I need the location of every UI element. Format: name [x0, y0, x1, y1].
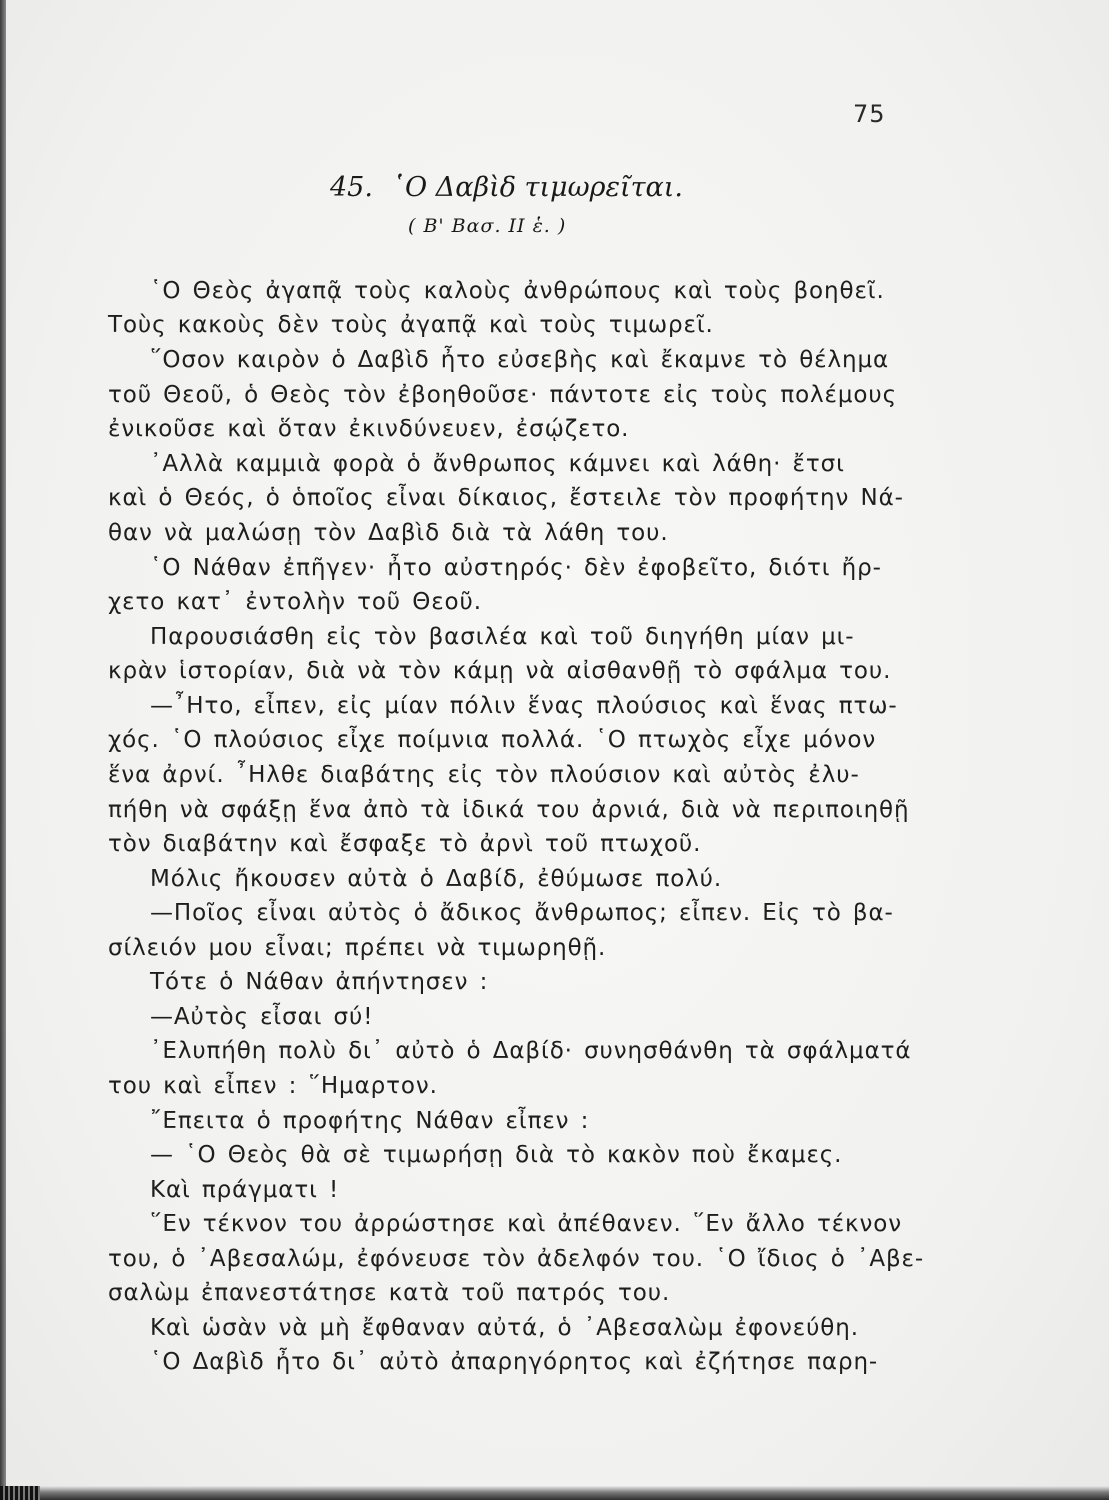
- text-line: κρὰν ἱστορίαν, διὰ νὰ τὸν κάμῃ νὰ αἰσθανθῇ τὸ σφάλμα του.: [108, 658, 892, 684]
- text-line: —Αὐτὸς εἶσαι σύ!: [150, 1004, 374, 1030]
- text-line: Καὶ πράγματι !: [150, 1177, 340, 1203]
- text-line: πήθη νὰ σφάξῃ ἕνα ἀπὸ τὰ ἰδικά του ἀρνιά, διὰ νὰ περιποιηθῇ: [108, 797, 910, 823]
- text-line: χετο κατ᾿ ἐντολὴν τοῦ Θεοῦ.: [108, 589, 482, 615]
- text-line: ῞Εν τέκνον του ἀρρώστησε καὶ ἀπέθανεν. ῞Εν ἄλλο τέκνον: [150, 1211, 902, 1237]
- text-line: σίλειόν μου εἶναι; πρέπει νὰ τιμωρηθῇ.: [108, 935, 607, 961]
- text-line: ῾Ο Θεὸς ἀγαπᾷ τοὺς καλοὺς ἀνθρώπους καὶ τοὺς βοηθεῖ.: [150, 278, 885, 304]
- text-line: —Ποῖος εἶναι αὐτὸς ὁ ἄδικος ἄνθρωπος; εἶπεν. Εἰς τὸ βα-: [150, 900, 894, 926]
- text-line: Τότε ὁ Νάθαν ἀπήντησεν :: [150, 969, 489, 995]
- text-line: του, ὁ ᾿Αβεσαλώμ, ἐφόνευσε τὸν ἀδελφόν του. ῾Ο ἴδιος ὁ ᾿Αβε-: [108, 1246, 925, 1272]
- text-line: καὶ ὁ Θεός, ὁ ὁποῖος εἶναι δίκαιος, ἔστειλε τὸν προφήτην Νά-: [108, 485, 904, 511]
- text-line: ἐνικοῦσε καὶ ὅταν ἐκινδύνευεν, ἐσῴζετο.: [108, 416, 630, 442]
- scripture-reference: ( Β' Βασ. ΙΙ ἑ. ): [408, 215, 567, 237]
- text-line: ῞Οσον καιρὸν ὁ Δαβὶδ ἦτο εὐσεβὴς καὶ ἔκαμνε τὸ θέλημα: [150, 347, 890, 373]
- text-line: Παρουσιάσθη εἰς τὸν βασιλέα καὶ τοῦ διηγήθη μίαν μι-: [150, 624, 855, 650]
- text-line: ῎Επειτα ὁ προφήτης Νάθαν εἶπεν :: [150, 1108, 590, 1134]
- text-line: ᾿Αλλὰ καμμιὰ φορὰ ὁ ἄνθρωπος κάμνει καὶ λάθη· ἔτσι: [150, 451, 845, 477]
- text-line: — ῾Ο Θεὸς θὰ σὲ τιμωρήσῃ διὰ τὸ κακὸν ποὺ ἔκαμες.: [150, 1142, 843, 1168]
- text-line: ῾Ο Δαβὶδ ἦτο δι᾿ αὐτὸ ἀπαρηγόρητος καὶ ἐζήτησε παρη-: [150, 1349, 879, 1375]
- text-line: Μόλις ἤκουσεν αὐτὰ ὁ Δαβίδ, ἐθύμωσε πολύ.: [150, 866, 723, 892]
- chapter-heading: [330, 172, 683, 203]
- text-line: του καὶ εἶπεν : ῞Ημαρτον.: [108, 1073, 438, 1099]
- text-line: σαλὼμ ἐπανεστάτησε κατὰ τοῦ πατρός του.: [108, 1280, 671, 1306]
- text-line: —῏Ητο, εἶπεν, εἰς μίαν πόλιν ἕνας πλούσιος καὶ ἕνας πτω-: [150, 693, 898, 719]
- text-line: Τοὺς κακοὺς δὲν τοὺς ἀγαπᾷ καὶ τοὺς τιμωρεῖ.: [108, 312, 714, 338]
- text-line: τοῦ Θεοῦ, ὁ Θεὸς τὸν ἐβοηθοῦσε· πάντοτε εἰς τοὺς πολέμους: [108, 382, 897, 408]
- text-line: ᾿Ελυπήθη πολὺ δι᾿ αὐτὸ ὁ Δαβίδ· συνησθάνθη τὰ σφάλματά: [150, 1038, 912, 1064]
- chapter-title: ῾Ο Δαβὶδ τιμωρεῖται.: [391, 172, 683, 203]
- text-line: τὸν διαβάτην καὶ ἔσφαξε τὸ ἀρνὶ τοῦ πτωχοῦ.: [108, 831, 702, 857]
- chapter-number: 45.: [330, 172, 373, 203]
- text-line: ἕνα ἀρνί. ῏Ηλθε διαβάτης εἰς τὸν πλούσιον καὶ αὐτὸς ἐλυ-: [108, 762, 860, 788]
- text-line: χός. ῾Ο πλούσιος εἶχε ποίμνια πολλά. ῾Ο πτωχὸς εἶχε μόνον: [108, 727, 877, 753]
- text-line: θαν νὰ μαλώσῃ τὸν Δαβὶδ διὰ τὰ λάθη του.: [108, 520, 669, 546]
- page-number: 75: [853, 100, 886, 128]
- text-line: ῾Ο Νάθαν ἐπῆγεν· ἦτο αὐστηρός· δὲν ἐφοβεῖτο, διότι ἤρ-: [150, 555, 882, 581]
- scan-corner-artifact: [0, 1486, 40, 1500]
- page-bottom-edge: [0, 1486, 1109, 1500]
- text-line: Καὶ ὡσὰν νὰ μὴ ἔφθαναν αὐτά, ὁ ᾿Αβεσαλὼμ ἐφονεύθη.: [150, 1315, 859, 1341]
- page-edge-shadow: [0, 0, 6, 1500]
